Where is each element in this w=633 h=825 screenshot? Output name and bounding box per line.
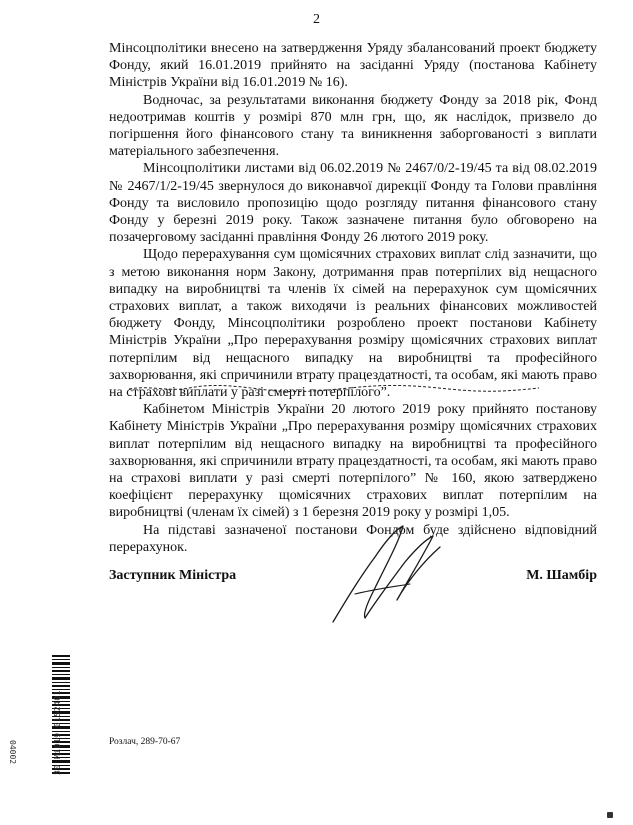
document-body: [109, 40, 597, 556]
handwritten-signature: [315, 522, 465, 632]
paragraph-3: Мінсоцполітики листами від 06.02.2019 № 2467/0/2-19/45 та від 08.02.2019 № 2467/1/2-19/45 звернулося до виконавчої дирекції Фонду та Голови правління Фонду та висловило пропозицію щодо розгляду питання фінансового стану Фонду у березні 2019 року. Також зазначене питання було обговорено на позачерговому засіданні правління Фонду 26 лютого 2019 року.: [109, 161, 597, 246]
registration-number: 04002: [8, 740, 17, 765]
paragraph-1: Мінсоцполітики внесено на затвердження Уряду збалансований проект бюджету Фонду, який 16.01.2019 прийнято на засіданні Уряду (постанова Кабінету Міністрів України від 16.01.2019 № 16).: [109, 41, 597, 91]
paragraph-6: На підставі зазначеної постанови Фондом буде здійснено відповідний перерахунок.: [109, 522, 597, 555]
paragraph-5: Кабінетом Міністрів України 20 лютого 2019 року прийнято постанову Кабінету Міністрів України „Про перерахування розміру щомісячних страхових виплат потерпілим від нещасного випадку на виробництві та професійного захворювання, які спричинили втрату працездатності, та особам, які мають право на страхові виплати у разі смерті потерпілого” № 160, якою затверджено коефіцієнт перерахунку щомісячних страхових виплат потерпілим на виробництві (членам їх сімей) з 1 березня 2019 року у розмірі 1,05.: [109, 402, 597, 521]
paragraph-4: Щодо перерахування сум щомісячних страхових виплат слід зазначити, що з метою виконання норм Закону, дотримання прав потерпілих від нещасного випадку на виробництві та членів їх сімей на перерахунок сум щомісячних страхових виплат, а також виходячи із реальних фінансових можливостей бюджету Фонду, Мінсоцполітики розроблено проект постанови Кабінету Міністрів України „Про перерахування розміру щомісячних страхових виплат потерпілим від нещасного випадку на виробництві та професійного захворювання, які спричинили втрату працездатності, та особам, які мають право на страхові виплати у разі смерті потерпілого”.: [109, 247, 597, 401]
signatory-role: Заступник Міністра: [109, 568, 237, 583]
barcode-number: 30 Mi019 0152401: [53, 689, 62, 775]
signatory-name: М. Шамбір: [526, 568, 597, 583]
page-number: 2: [313, 12, 320, 27]
executor-note: Розлач, 289-70-67: [109, 737, 181, 747]
corner-mark: [607, 812, 613, 818]
paragraph-2: Водночас, за результатами виконання бюджету Фонду за 2018 рік, Фонд недоотримав коштів у розмірі 870 млн грн, що, як наслідок, призвело до погіршення його фінансового стану та виникнення заборгованості з виплати матеріального забезпечення.: [109, 92, 597, 160]
